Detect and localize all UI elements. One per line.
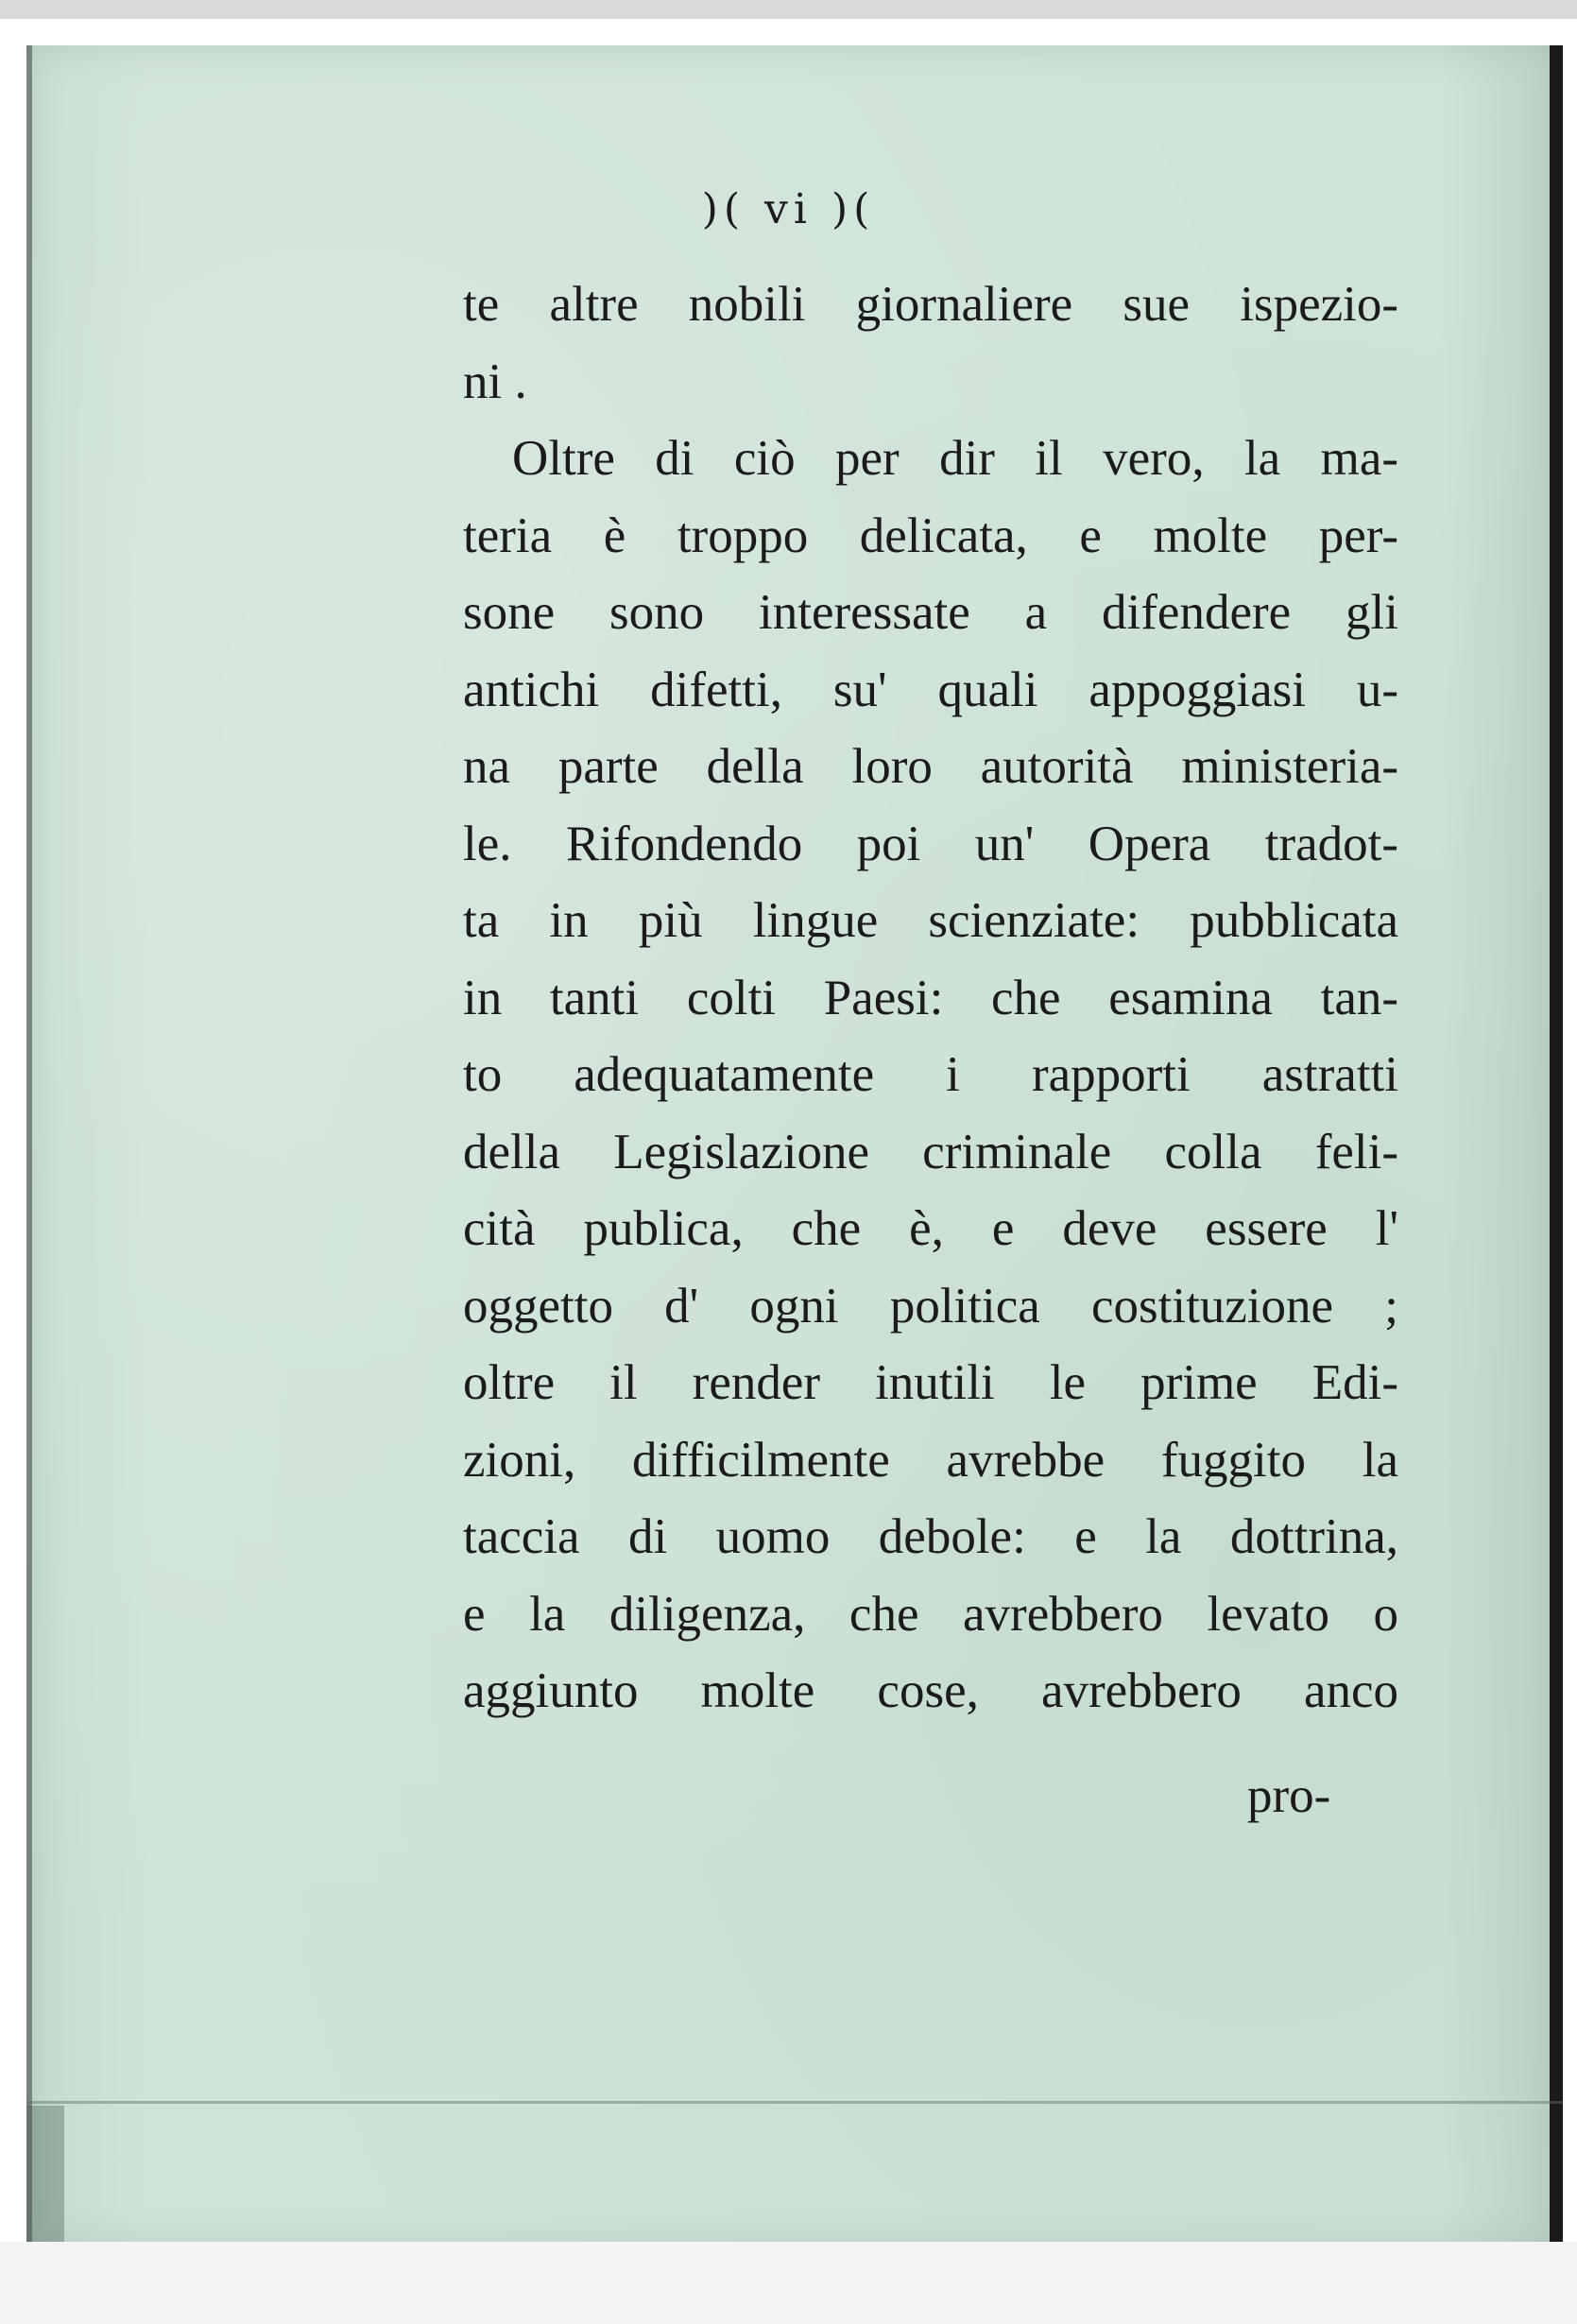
text-line: cità publica, che è, e deve essere l' xyxy=(463,1201,1398,1256)
text-line: sone sono interessate a difendere gli xyxy=(463,585,1398,640)
text-line: teria è troppo delicata, e molte per- xyxy=(463,508,1398,563)
text-line: in tanti colti Paesi: che esamina tan- xyxy=(463,970,1398,1025)
text-line: to adequatamente i rapporti astratti xyxy=(463,1047,1398,1102)
page-right-edge xyxy=(1550,45,1563,2247)
text-line: e la diligenza, che avrebbero levato o xyxy=(463,1586,1398,1642)
text-line: le. Rifondendo poi un' Opera tradot- xyxy=(463,816,1398,871)
text-line: antichi difetti, su' quali appoggiasi u- xyxy=(463,662,1398,717)
text-line: Oltre di ciò per dir il vero, la ma- xyxy=(512,431,1398,486)
page-number-header: )( vi )( xyxy=(701,185,876,233)
text-line: della Legislazione criminale colla feli- xyxy=(463,1124,1398,1179)
page-fold-line xyxy=(26,2101,1563,2104)
page-corner-shadow xyxy=(26,2106,64,2247)
catchword: pro- xyxy=(1247,1768,1331,1823)
text-line: ta in più lingue scienziate: pubblicata xyxy=(463,893,1398,948)
text-line: oggetto d' ogni politica costituzione ; xyxy=(463,1278,1398,1334)
text-line: oltre il render inutili le prime Edi- xyxy=(463,1355,1398,1410)
text-line: na parte della loro autorità ministeria- xyxy=(463,739,1398,794)
text-line: te altre nobili giornaliere sue ispezio- xyxy=(463,277,1398,332)
text-line: ni . xyxy=(463,353,527,409)
text-line: zioni, difficilmente avrebbe fuggito la xyxy=(463,1432,1398,1488)
text-line: taccia di uomo debole: e la dottrina, xyxy=(463,1509,1398,1564)
body-text xyxy=(463,267,1398,1730)
scan-top-margin xyxy=(0,0,1577,19)
scan-bottom-margin xyxy=(0,2242,1577,2324)
text-line: aggiunto molte cose, avrebbero anco xyxy=(463,1663,1398,1718)
page-left-edge xyxy=(26,45,32,2247)
